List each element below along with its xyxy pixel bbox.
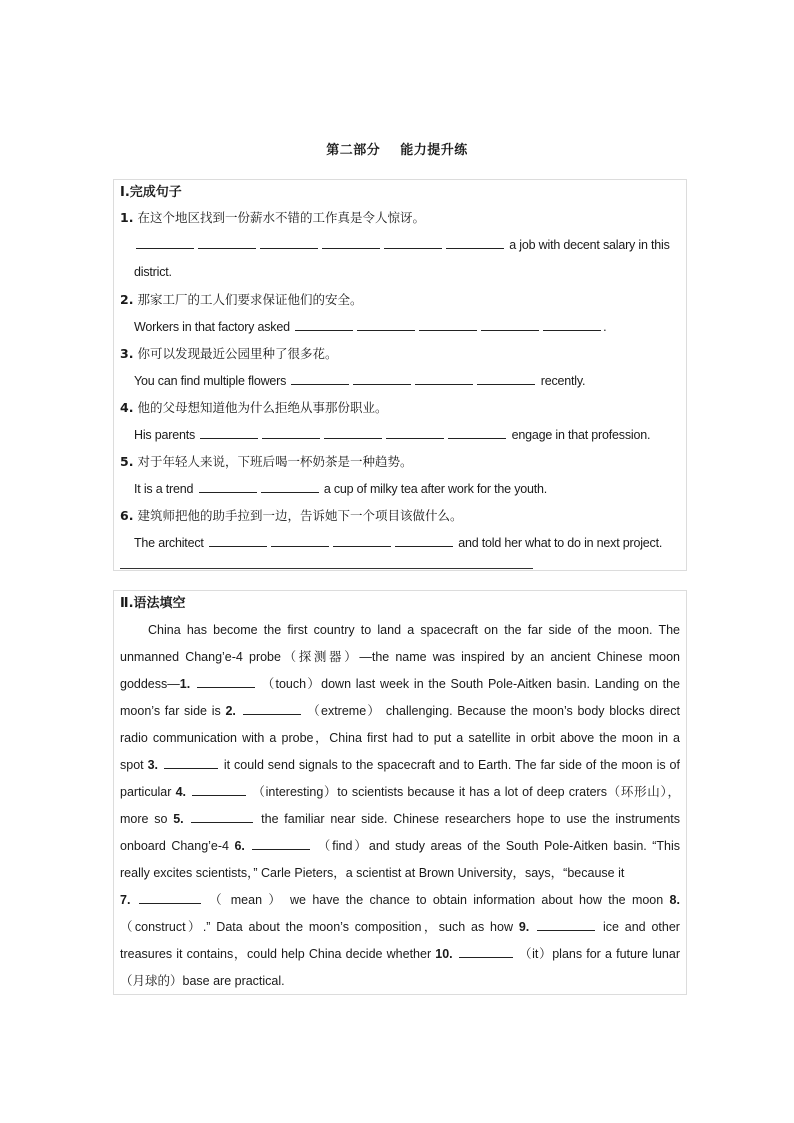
item-english: You can find multiple flowers — [134, 374, 287, 388]
passage-text: it could send signals to the spacecraft and to Earth. The far side of the moon is of — [223, 758, 680, 772]
answer-blank[interactable] — [419, 318, 477, 331]
passage-text: particular — [120, 785, 172, 799]
answer-blank[interactable] — [459, 945, 513, 958]
item-english: The architect — [134, 536, 204, 550]
passage-line-14 — [120, 972, 680, 990]
passage-text: more so — [120, 812, 168, 826]
item-chinese: 他的父母想知道他为什么拒绝从事那份职业。 — [137, 400, 388, 415]
answer-blank[interactable] — [324, 426, 382, 439]
passage-text: （it）plans for a future lunar — [518, 947, 680, 961]
item-english-tail: . — [603, 320, 607, 334]
answer-blank[interactable] — [322, 236, 380, 249]
answer-blank[interactable] — [191, 810, 253, 823]
answer-blank[interactable] — [386, 426, 444, 439]
item-1-continuation: district. — [134, 265, 172, 279]
item-number: 3. — [120, 346, 134, 361]
passage-line-3 — [120, 675, 680, 693]
passage-line-11 — [120, 891, 680, 909]
divider-line — [120, 568, 533, 569]
answer-blank[interactable] — [543, 318, 601, 331]
answer-blank[interactable] — [197, 675, 255, 688]
answer-blank[interactable] — [261, 480, 319, 493]
item-2-answer-line — [134, 318, 606, 336]
passage-text: （find）and study areas of the South Pole-Aitken basin. “This — [317, 839, 680, 853]
passage-line-7 — [120, 783, 680, 801]
answer-blank[interactable] — [537, 918, 595, 931]
page-title: 第二部分 能力提升练 — [326, 143, 468, 158]
item-3-answer-line — [134, 372, 585, 390]
passage-line-8 — [120, 810, 680, 828]
answer-blank[interactable] — [200, 426, 258, 439]
item-chinese: 那家工厂的工人们要求保证他们的安全。 — [137, 292, 363, 307]
item-english: a job with decent salary in this — [509, 238, 670, 252]
passage-line-5 — [120, 729, 680, 747]
blank-number: 6. — [234, 839, 245, 853]
blank-number: 8. — [669, 893, 680, 907]
answer-blank[interactable] — [295, 318, 353, 331]
blank-number: 7. — [120, 893, 131, 907]
passage-line-9 — [120, 837, 680, 855]
answer-blank[interactable] — [199, 480, 257, 493]
answer-blank[interactable] — [252, 837, 310, 850]
item-6-answer-line — [134, 534, 662, 552]
blank-number: 1. — [179, 677, 191, 691]
passage-line-1 — [120, 621, 680, 639]
item-english: Workers in that factory asked — [134, 320, 290, 334]
answer-blank[interactable] — [192, 783, 246, 796]
section1-heading: Ⅰ.完成句子 — [120, 185, 182, 200]
answer-blank[interactable] — [198, 236, 256, 249]
passage-text: really excites scientists，” Carle Pieters，a scientist at Brown University，says，“because it — [120, 866, 625, 880]
blank-number: 3. — [147, 758, 158, 772]
passage-line-10 — [120, 864, 680, 882]
item-4-prompt — [120, 399, 387, 417]
passage-text: （ mean ） we have the chance to obtain information about how the moon — [209, 893, 664, 907]
blank-number: 9. — [518, 920, 530, 934]
passage-line-13 — [120, 945, 680, 963]
answer-blank[interactable] — [448, 426, 506, 439]
answer-blank[interactable] — [481, 318, 539, 331]
passage-text: （construct）.” Data about the moon’s composition，such as how — [120, 920, 513, 934]
answer-blank[interactable] — [164, 756, 218, 769]
item-3-prompt — [120, 345, 337, 363]
passage-text: spot — [120, 758, 144, 772]
item-english: His parents — [134, 428, 196, 442]
passage-text: treasures it contains，could help China decide whether — [120, 947, 432, 961]
passage-text: radio communication with a probe，China first had to put a satellite in orbit above the moon in a — [120, 731, 680, 745]
answer-blank[interactable] — [415, 372, 473, 385]
passage-text: the familiar near side. Chinese researchers hope to use the instruments — [261, 812, 681, 826]
answer-blank[interactable] — [291, 372, 349, 385]
passage-text: （extreme） challenging. Because the moon’s body blocks direct — [307, 704, 680, 718]
section2-heading: Ⅱ.语法填空 — [120, 596, 186, 611]
item-number: 1. — [120, 210, 134, 225]
answer-blank[interactable] — [209, 534, 267, 547]
item-chinese: 建筑师把他的助手拉到一边，告诉她下一个项目该做什么。 — [137, 508, 463, 523]
passage-text: （月球的）base are practical. — [120, 974, 285, 988]
item-english-tail: and told her what to do in next project. — [458, 536, 663, 550]
answer-blank[interactable] — [243, 702, 301, 715]
answer-blank[interactable] — [357, 318, 415, 331]
answer-blank[interactable] — [446, 236, 504, 249]
item-english-tail: engage in that profession. — [511, 428, 651, 442]
answer-blank[interactable] — [353, 372, 411, 385]
item-number: 5. — [120, 454, 134, 469]
item-4-answer-line — [134, 426, 650, 444]
answer-blank[interactable] — [139, 891, 201, 904]
blank-number: 10. — [435, 947, 453, 961]
answer-blank[interactable] — [260, 236, 318, 249]
passage-text: unmanned Chang’e-4 probe（探测器）—the name was inspired by an ancient Chinese moon — [120, 650, 680, 664]
answer-blank[interactable] — [262, 426, 320, 439]
item-number: 2. — [120, 292, 134, 307]
item-number: 6. — [120, 508, 134, 523]
item-chinese: 对于年轻人来说，下班后喝一杯奶茶是一种趋势。 — [137, 454, 413, 469]
passage-text: onboard Chang’e-4 — [120, 839, 229, 853]
blank-number: 2. — [225, 704, 236, 718]
item-5-prompt — [120, 453, 412, 471]
passage-text: China has become the first country to land a spacecraft on the far side of the moon. The — [148, 623, 680, 637]
passage-text: goddess— — [120, 677, 180, 691]
item-1-answer-line — [134, 236, 670, 254]
item-number: 4. — [120, 400, 134, 415]
passage-text: moon’s far side is — [120, 704, 221, 718]
passage-line-6 — [120, 756, 680, 774]
answer-blank[interactable] — [477, 372, 535, 385]
item-english-tail: a cup of milky tea after work for the youth. — [323, 482, 548, 496]
item-chinese: 在这个地区找到一份薪水不错的工作真是令人惊讶。 — [137, 210, 425, 225]
passage-text: （interesting）to scientists because it has a lot of deep craters（环形山）， — [252, 785, 680, 799]
passage-line-4 — [120, 702, 680, 720]
passage-text: ice and other — [602, 920, 680, 934]
item-chinese: 你可以发现最近公园里种了很多花。 — [137, 346, 338, 361]
item-english-tail: recently. — [540, 374, 586, 388]
answer-blank[interactable] — [384, 236, 442, 249]
passage-text: （touch）down last week in the South Pole-Aitken basin. Landing on the — [261, 677, 680, 691]
passage-line-2 — [120, 648, 680, 666]
answer-blank[interactable] — [136, 236, 194, 249]
item-5-answer-line — [134, 480, 547, 498]
item-6-prompt — [120, 507, 462, 525]
answer-blank[interactable] — [271, 534, 329, 547]
blank-number: 4. — [175, 785, 187, 799]
item-2-prompt — [120, 291, 362, 309]
answer-blank[interactable] — [333, 534, 391, 547]
blank-number: 5. — [173, 812, 184, 826]
answer-blank[interactable] — [395, 534, 453, 547]
item-1-prompt — [120, 209, 425, 227]
item-english: It is a trend — [134, 482, 194, 496]
passage-line-12 — [120, 918, 680, 936]
